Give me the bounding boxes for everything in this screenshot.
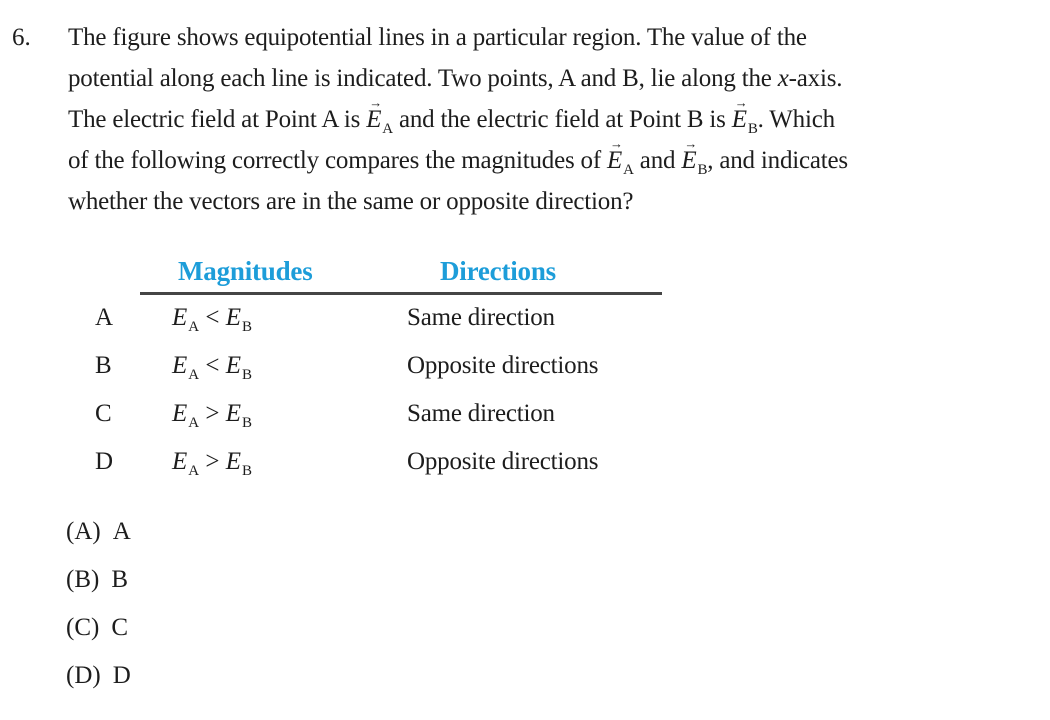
- table-header-divider: [140, 292, 662, 295]
- question-line: of the following correctly compares the magnitudes of E → $_A$ and E → $_B$, and indicates: [68, 136, 848, 178]
- table-header-magnitudes: Magnitudes: [178, 256, 313, 286]
- option-value: C: [111, 614, 129, 641]
- table-row-b: [0, 352, 1050, 400]
- answer-option-b[interactable]: [66, 566, 128, 594]
- option-label: (D): [66, 662, 101, 689]
- row-magnitude: $E_A > E_B$: [172, 448, 253, 479]
- answer-option-c[interactable]: [66, 614, 128, 642]
- vector-arrow-icon: →: [734, 95, 747, 110]
- question-line: The figure shows equipotential lines in a particular region. The value of the: [68, 24, 807, 51]
- math-symbol: $E_A$: [172, 304, 200, 335]
- math-symbol: $E_A$: [172, 400, 200, 431]
- option-label: (A): [66, 518, 101, 545]
- table-header-directions: Directions: [440, 256, 556, 286]
- table-row-a: [0, 304, 1050, 352]
- row-label: A: [95, 304, 114, 331]
- row-direction: Opposite directions: [407, 448, 599, 475]
- math-symbol: x: [777, 65, 789, 92]
- vector-arrow-icon: →: [684, 136, 697, 151]
- table-row-d: [0, 448, 1050, 496]
- math-symbol: $E_B$: [225, 352, 253, 383]
- row-direction: Opposite directions: [407, 352, 599, 379]
- table-row-c: [0, 400, 1050, 448]
- question-line: potential along each line is indicated. Two points, A and B, lie along the x-axis.: [68, 65, 843, 92]
- math-symbol: $E_B$: [225, 304, 253, 335]
- math-symbol: E → $_B$: [681, 136, 708, 178]
- math-symbol: E → $_A$: [366, 95, 393, 137]
- row-magnitude: $E_A < E_B$: [172, 352, 253, 383]
- math-symbol: $E_A$: [172, 352, 200, 383]
- row-label: B: [95, 352, 112, 379]
- option-value: D: [112, 662, 131, 689]
- row-label: D: [95, 448, 114, 475]
- question-number: 6.: [12, 24, 31, 51]
- math-symbol: $E_A$: [172, 448, 200, 479]
- row-magnitude: $E_A < E_B$: [172, 304, 253, 335]
- answer-option-d[interactable]: [66, 662, 131, 690]
- math-symbol: $E_B$: [225, 448, 253, 479]
- row-label: C: [95, 400, 112, 427]
- answer-option-a[interactable]: [66, 518, 131, 546]
- row-direction: Same direction: [407, 304, 555, 331]
- question-line: whether the vectors are in the same or opposite direction?: [68, 188, 634, 215]
- math-symbol: E → $_B$: [731, 95, 758, 137]
- row-magnitude: $E_A > E_B$: [172, 400, 253, 431]
- row-direction: Same direction: [407, 400, 555, 427]
- question-line: The electric field at Point A is E → $_A$ and the electric field at Point B is E → $_B$. Which: [68, 95, 835, 137]
- math-symbol: E → $_A$: [607, 136, 634, 178]
- option-value: B: [111, 566, 129, 593]
- option-label: (B): [66, 566, 100, 593]
- math-symbol: $E_B$: [225, 400, 253, 431]
- vector-arrow-icon: →: [369, 95, 382, 110]
- option-label: (C): [66, 614, 100, 641]
- question-text: [68, 17, 1043, 222]
- vector-arrow-icon: →: [610, 136, 623, 151]
- option-value: A: [112, 518, 131, 545]
